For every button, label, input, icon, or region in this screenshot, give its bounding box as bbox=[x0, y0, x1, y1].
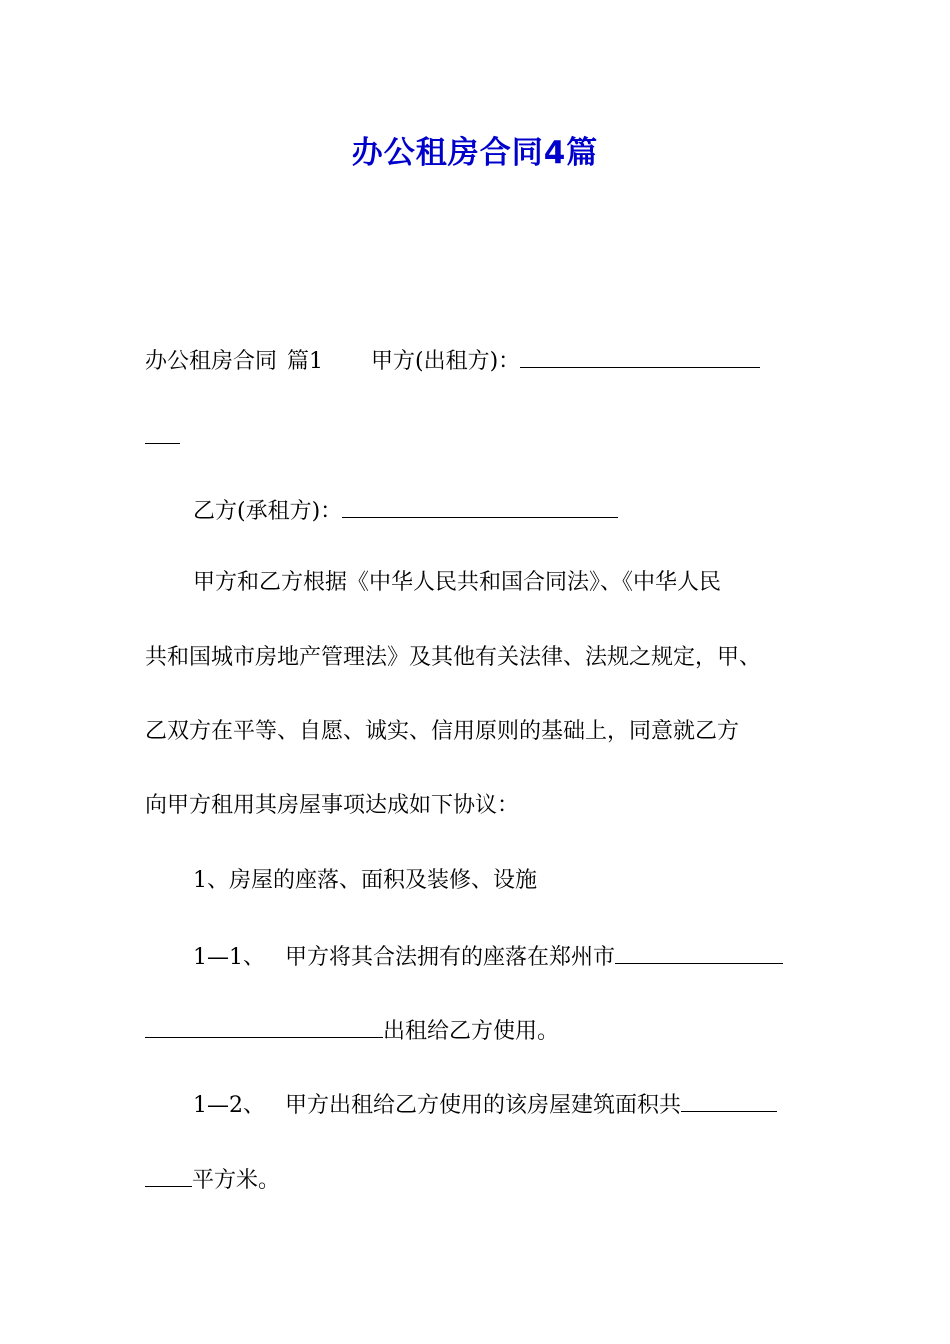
address-blank-continued bbox=[145, 1012, 383, 1038]
party-a-blank-continued bbox=[145, 418, 180, 444]
text-line-6: 乙双方在平等、自愿、诚实、信用原则的基础上，同意就乙方 bbox=[145, 719, 740, 744]
text-line-2 bbox=[145, 418, 810, 456]
clause-number-1-1: 1—1、 bbox=[193, 945, 265, 970]
party-b-blank bbox=[342, 492, 618, 518]
section-label: 篇1 bbox=[287, 349, 324, 374]
text-line-9 bbox=[193, 938, 810, 976]
party-a-label: 甲方(出租方)： bbox=[371, 349, 521, 374]
text-line-11 bbox=[193, 1086, 810, 1124]
area-unit-text: 平方米。 bbox=[192, 1168, 281, 1193]
text-line-12 bbox=[145, 1161, 810, 1199]
text-line-4: 甲方和乙方根据《中华人民共和国合同法》、《中华人民 bbox=[193, 570, 722, 595]
text-line-1 bbox=[145, 342, 810, 380]
text-line-7: 向甲方租用其房屋事项达成如下协议： bbox=[145, 793, 520, 818]
party-b-label: 乙方(承租方)： bbox=[193, 499, 343, 524]
text-line-10 bbox=[145, 1012, 810, 1050]
area-blank bbox=[681, 1086, 777, 1112]
clause-number-1-2: 1—2、 bbox=[193, 1093, 265, 1118]
area-blank-continued bbox=[145, 1161, 192, 1187]
document-title: 办公租房合同4篇 bbox=[351, 135, 599, 171]
clause-text-1-2: 甲方出租给乙方使用的该房屋建筑面积共 bbox=[285, 1093, 682, 1118]
address-blank bbox=[615, 938, 783, 964]
party-a-blank bbox=[520, 342, 760, 368]
text-line-5: 共和国城市房地产管理法》及其他有关法律、法规之规定，甲、 bbox=[145, 645, 762, 670]
clause-text-1-1-end: 出租给乙方使用。 bbox=[383, 1019, 560, 1044]
text-line-3 bbox=[193, 492, 810, 530]
contract-heading: 办公租房合同 bbox=[145, 349, 278, 374]
clause-text-1-1: 甲方将其合法拥有的座落在郑州市 bbox=[285, 945, 616, 970]
section-heading-1: 1、房屋的座落、面积及装修、设施 bbox=[193, 868, 537, 893]
